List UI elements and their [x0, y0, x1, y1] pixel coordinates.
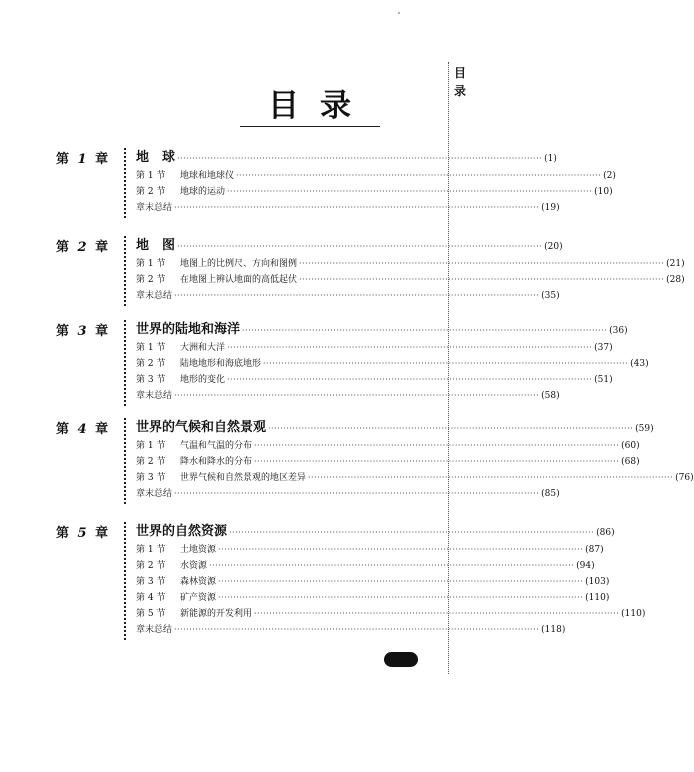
section-number: 第 2 节 [136, 275, 166, 285]
chapter-label-suffix: 章 [95, 240, 111, 255]
dot-leader: ························································································································ [268, 424, 634, 433]
section-row[interactable] [136, 256, 685, 272]
dot-leader: ························································································································ [209, 561, 575, 570]
section-number: 第 3 节 [136, 473, 166, 483]
page-ref: (21) [666, 259, 685, 269]
chapter-bracket [124, 236, 126, 306]
section-row[interactable] [136, 558, 595, 574]
page-ref: (59) [635, 424, 654, 434]
side-tab-char: 录 [453, 84, 466, 98]
chapter-title: 世界的陆地和海洋 [136, 322, 241, 337]
section-title: 矿产资源 [180, 593, 217, 603]
side-tab-char: 目 [453, 66, 466, 80]
chapter-title-row[interactable] [136, 418, 654, 438]
page-ref: (51) [594, 375, 613, 385]
chapter-label [56, 418, 110, 437]
page-ref: (87) [585, 545, 604, 555]
page-ref: (110) [585, 593, 610, 603]
chapter-entries [136, 522, 646, 638]
chapter-number: 2 [77, 240, 89, 255]
dot-leader: ························································································································ [236, 171, 602, 180]
chapter-label [56, 148, 110, 167]
chapter-label-suffix: 章 [95, 324, 111, 339]
dot-leader: ························································································································ [218, 593, 584, 602]
dot-leader: ························································································································ [174, 391, 540, 400]
section-title: 章末总结 [136, 489, 173, 499]
section-title: 陆地地形和海底地形 [180, 359, 262, 369]
chapter-label-suffix: 章 [95, 152, 111, 167]
page-title-char: 录 [320, 88, 353, 124]
chapter-bracket [124, 418, 126, 504]
chapter-label [56, 320, 110, 339]
dot-leader: ························································································································ [254, 441, 620, 450]
section-row[interactable] [136, 454, 640, 470]
section-title: 水资源 [180, 561, 208, 571]
page-ref: (36) [609, 326, 628, 336]
section-number: 第 2 节 [136, 561, 166, 571]
chapter-number: 3 [77, 324, 89, 339]
section-row[interactable] [136, 574, 610, 590]
dot-leader: ························································································································ [254, 609, 620, 618]
chapter-title-row[interactable] [136, 236, 563, 256]
section-row[interactable] [136, 340, 613, 356]
section-number: 第 1 节 [136, 545, 166, 555]
chapter-entries [136, 236, 685, 304]
section-title: 章末总结 [136, 291, 173, 301]
page-ref: (68) [621, 457, 640, 467]
chapter-number: 1 [77, 152, 89, 167]
chapter-label-prefix: 第 [56, 526, 72, 541]
page-ref: (1) [544, 154, 557, 164]
section-number: 第 1 节 [136, 441, 166, 451]
side-tab [452, 64, 468, 100]
dot-leader: ························································································································ [227, 343, 593, 352]
chapter-entries [136, 320, 649, 404]
dot-leader: ························································································································ [174, 489, 540, 498]
page-ref: (28) [666, 275, 685, 285]
chapter-label-suffix: 章 [95, 422, 111, 437]
section-title: 章末总结 [136, 391, 173, 401]
section-title: 地球和地球仪 [180, 171, 235, 181]
section-row[interactable] [136, 272, 685, 288]
section-number: 第 3 节 [136, 577, 166, 587]
scan-speck [398, 12, 400, 14]
section-row[interactable] [136, 168, 616, 184]
section-title: 世界气候和自然景观的地区差异 [180, 473, 307, 483]
section-title: 土地资源 [180, 545, 217, 555]
section-row[interactable] [136, 288, 560, 304]
chapter-number: 5 [77, 526, 89, 541]
dot-leader: ························································································································ [242, 326, 608, 335]
section-row[interactable] [136, 622, 566, 638]
section-title: 章末总结 [136, 203, 173, 213]
page-title [240, 80, 380, 126]
page-ref: (85) [541, 489, 560, 499]
dot-leader: ························································································································ [177, 242, 543, 251]
dot-leader: ························································································································ [227, 375, 593, 384]
section-title: 章末总结 [136, 625, 173, 635]
chapter-bracket [124, 148, 126, 218]
section-title: 森林资源 [180, 577, 217, 587]
chapter-bracket [124, 522, 126, 640]
page-title-char: 目 [268, 88, 301, 124]
chapter-bracket [124, 320, 126, 406]
section-row[interactable] [136, 200, 560, 216]
chapter-entries [136, 418, 694, 502]
chapter-title-row[interactable] [136, 320, 628, 340]
page-ref: (103) [585, 577, 610, 587]
page-ref: (10) [594, 187, 613, 197]
section-number: 第 2 节 [136, 359, 166, 369]
dot-leader: ························································································································ [308, 473, 674, 482]
section-number: 第 2 节 [136, 457, 166, 467]
section-number: 第 1 节 [136, 171, 166, 181]
section-row[interactable] [136, 470, 694, 486]
section-row[interactable] [136, 606, 646, 622]
dot-leader: ························································································································ [218, 577, 584, 586]
section-title: 大洲和大洋 [180, 343, 226, 353]
chapter-number: 4 [77, 422, 89, 437]
section-row[interactable] [136, 184, 613, 200]
page-ref: (94) [576, 561, 595, 571]
section-title: 气温和气温的分布 [180, 441, 253, 451]
section-title: 降水和降水的分布 [180, 457, 253, 467]
chapter-title-row[interactable] [136, 148, 557, 168]
title-underline [240, 126, 380, 127]
section-row[interactable] [136, 590, 610, 606]
section-number: 第 3 节 [136, 375, 166, 385]
page-ref: (58) [541, 391, 560, 401]
page-ref: (110) [621, 609, 646, 619]
section-title: 在地图上辨认地面的高低起伏 [180, 275, 298, 285]
page-ref: (43) [630, 359, 649, 369]
section-number: 第 1 节 [136, 259, 166, 269]
page-number-badge [384, 652, 418, 667]
page-ref: (35) [541, 291, 560, 301]
dot-leader: ························································································································ [218, 545, 584, 554]
page-ref: (76) [675, 473, 694, 483]
page-ref: (60) [621, 441, 640, 451]
page-ref: (37) [594, 343, 613, 353]
chapter-title-row[interactable] [136, 522, 615, 542]
page-ref: (2) [603, 171, 616, 181]
section-number: 第 5 节 [136, 609, 166, 619]
dot-leader: ························································································································ [174, 203, 540, 212]
chapter-title: 世界的自然资源 [136, 524, 228, 539]
page-ref: (19) [541, 203, 560, 213]
section-number: 第 1 节 [136, 343, 166, 353]
section-row[interactable] [136, 438, 640, 454]
section-row[interactable] [136, 486, 560, 502]
page-ref: (86) [596, 528, 615, 538]
dot-leader: ························································································································ [177, 154, 543, 163]
section-title: 地图上的比例尺、方向和图例 [180, 259, 298, 269]
chapter-label-prefix: 第 [56, 240, 72, 255]
section-row[interactable] [136, 356, 649, 372]
dot-leader: ························································································································ [174, 625, 540, 634]
chapter-label [56, 522, 110, 541]
chapter-label-prefix: 第 [56, 422, 72, 437]
chapter-title: 地 球 [136, 150, 176, 165]
page-ref: (118) [541, 625, 566, 635]
section-title: 地球的运动 [180, 187, 226, 197]
dot-leader: ························································································································ [229, 528, 595, 537]
dot-leader: ························································································································ [299, 275, 665, 284]
chapter-label [56, 236, 110, 255]
chapter-entries [136, 148, 616, 216]
section-row[interactable] [136, 388, 560, 404]
chapter-label-suffix: 章 [95, 526, 111, 541]
section-title: 地形的变化 [180, 375, 226, 385]
dot-leader: ························································································································ [174, 291, 540, 300]
dot-leader: ························································································································ [227, 187, 593, 196]
chapter-title: 地 图 [136, 238, 176, 253]
chapter-title: 世界的气候和自然景观 [136, 420, 267, 435]
dot-leader: ························································································································ [299, 259, 665, 268]
dot-leader: ························································································································ [254, 457, 620, 466]
section-number: 第 2 节 [136, 187, 166, 197]
chapter-label-prefix: 第 [56, 324, 72, 339]
section-title: 新能源的开发利用 [180, 609, 253, 619]
section-row[interactable] [136, 542, 604, 558]
section-number: 第 4 节 [136, 593, 166, 603]
section-row[interactable] [136, 372, 613, 388]
page-ref: (20) [544, 242, 563, 252]
dot-leader: ························································································································ [263, 359, 629, 368]
chapter-label-prefix: 第 [56, 152, 72, 167]
